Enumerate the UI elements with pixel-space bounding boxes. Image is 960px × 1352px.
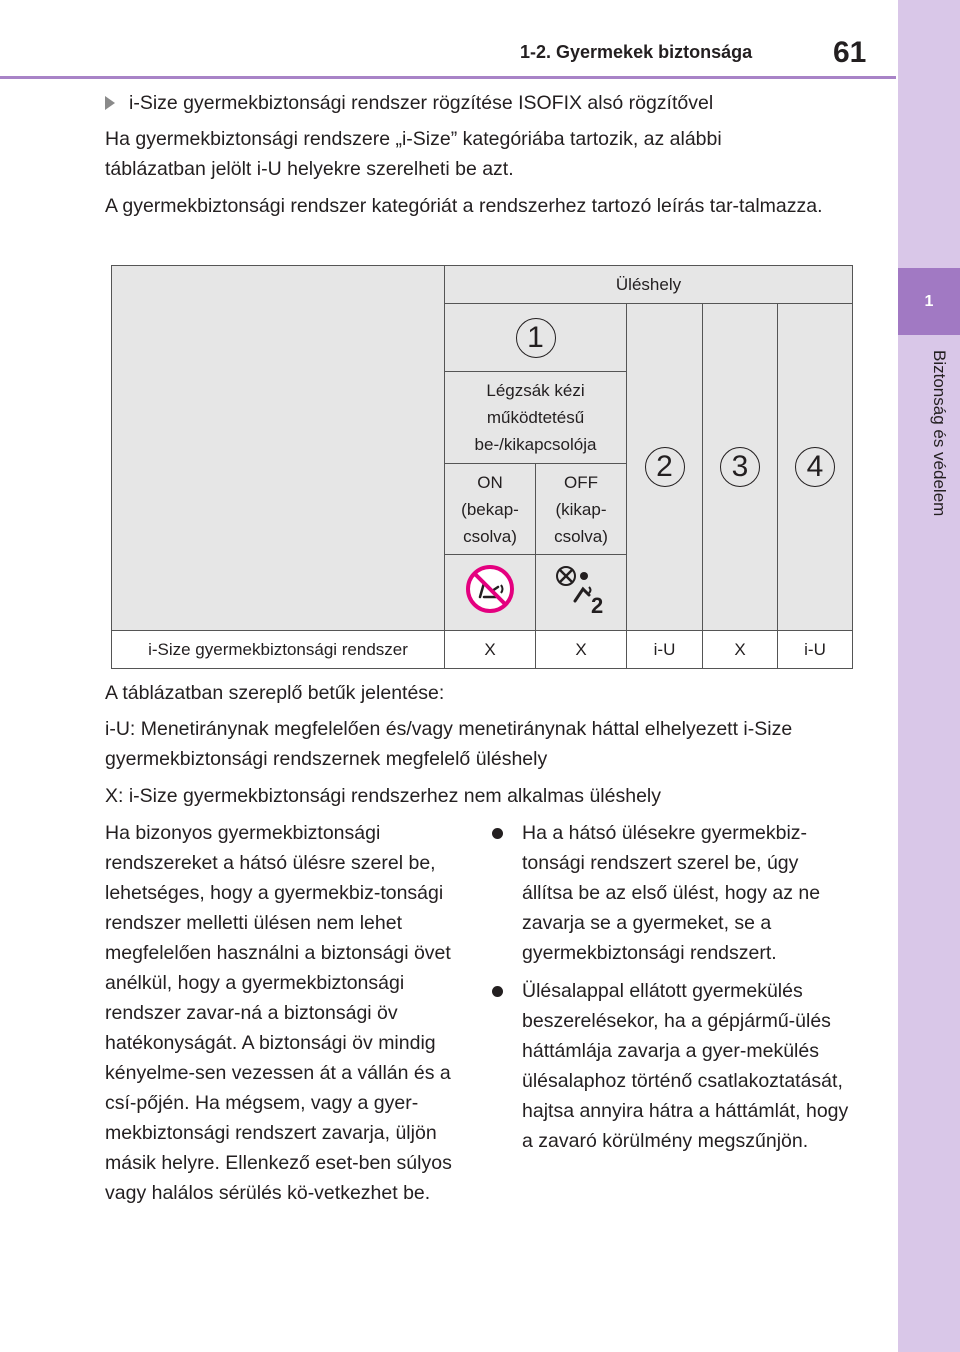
row-value-3: i-U [627, 631, 703, 669]
seat-position-header: Üléshely [445, 266, 853, 304]
seating-position-table [111, 265, 853, 669]
airbag-off-icon-cell [445, 555, 536, 631]
bullet-text-1: Ha a hátsó ülésekre gyermekbiz-tonsági rendszert szerel be, úgy állítsa be az első ülést, hogy az ne zavarja se a gyermeket, se a gyermekbiztonsági rendszert. [522, 822, 821, 964]
row-label: i-Size gyermekbiztonsági rendszer [112, 631, 445, 669]
chapter-title: Biztonság és védelem [930, 350, 949, 517]
airbag-switch-label-text: Légzsák kézi működtetésű be-/kikapcsolója [474, 381, 597, 454]
category-paragraph: A gyermekbiztonsági rendszer kategóriát a rendszerhez tartozó leírás tar-talmazza. [105, 195, 823, 217]
svg-text:2: 2 [591, 592, 604, 615]
switch-off-cell [536, 464, 627, 555]
chapter-side-bar [898, 0, 960, 1352]
bullet-text-2: Ülésalappal ellátott gyermekülés beszerelésekor, ha a gépjármű-ülés háttámlája zavarja a gyer-mekülés ülésalaphoz történő csatlakoztatását, hajtsa annyira hátra a háttámlát, hogy a zavaró körülmény megszűnjön. [522, 980, 849, 1152]
switch-on-label: ON (bekap-csolva) [461, 472, 519, 546]
row-value-2: X [536, 631, 627, 669]
switch-off-label: OFF (kikap-csolva) [554, 472, 608, 546]
warning-paragraph: Ha bizonyos gyermekbiztonsági rendszereket a hátsó ülésre szerel be, lehetséges, hogy a gyermekbiz-tonsági rendszer melletti ülésen nem lehet megfelelően használni a biztonsági övet anélkül, hogy a gyermekbiztonsági rendszer zavar-ná a biztonsági öv hatékonyságát. A biztonsági öv mindig kényelme-sen vezessen át a vállán és a csí-pőjén. Ha mégsem, vagy a gyer-mekbiztonsági rendszert zavarja, üljön másik helyre. Ellenkező eset-ben súlyos vagy halálos sérülés kö-vetkezhet be. [105, 822, 452, 1204]
legend-intro: A táblázatban szereplő betűk jelentése: [105, 682, 445, 704]
page-number: 61 [833, 36, 867, 69]
bullet-dot-icon [492, 986, 503, 997]
legend-iu: i-U: Menetiránynak megfelelően és/vagy menetiránynak háttal elhelyezett i-Size gyermekbiztonsági rendszernek megfelelő üléshely [105, 718, 793, 770]
passenger-airbag-icon-cell [536, 555, 627, 631]
table-corner-cell [112, 266, 445, 631]
triangle-bullet-icon [105, 96, 115, 110]
list-item [492, 976, 852, 1156]
seat-2-number: 2 [645, 447, 685, 487]
row-value-1: X [445, 631, 536, 669]
switch-on-cell [445, 464, 536, 555]
seat-3-header [703, 304, 778, 631]
seat-4-header [778, 304, 853, 631]
seat-2-header [627, 304, 703, 631]
intro-paragraph: Ha gyermekbiztonsági rendszere „i-Size” kategóriába tartozik, az alábbi táblázatban jelölt i-U helyekre szerelheti be azt. [105, 128, 722, 180]
airbag-off-icon [464, 563, 516, 615]
legend-x: X: i-Size gyermekbiztonsági rendszerhez nem alkalmas üléshely [105, 785, 661, 807]
airbag-switch-label [445, 372, 627, 464]
bullet-list [492, 818, 852, 1156]
seat-1-number: 1 [516, 318, 556, 358]
section-title: 1-2. Gyermekek biztonsága [520, 42, 753, 62]
header-divider [0, 76, 896, 79]
row-value-5: i-U [778, 631, 853, 669]
seat-3-number: 3 [720, 447, 760, 487]
seat-4-number: 4 [795, 447, 835, 487]
bullet-dot-icon [492, 828, 503, 839]
subheading [105, 88, 713, 118]
seat-1-header [445, 304, 627, 372]
chapter-number-tab: 1 [898, 268, 960, 335]
row-value-4: X [703, 631, 778, 669]
subheading-text: i-Size gyermekbiztonsági rendszer rögzítése ISOFIX alsó rögzítővel [129, 92, 714, 114]
passenger-airbag-off-icon [553, 563, 609, 615]
list-item [492, 818, 852, 968]
